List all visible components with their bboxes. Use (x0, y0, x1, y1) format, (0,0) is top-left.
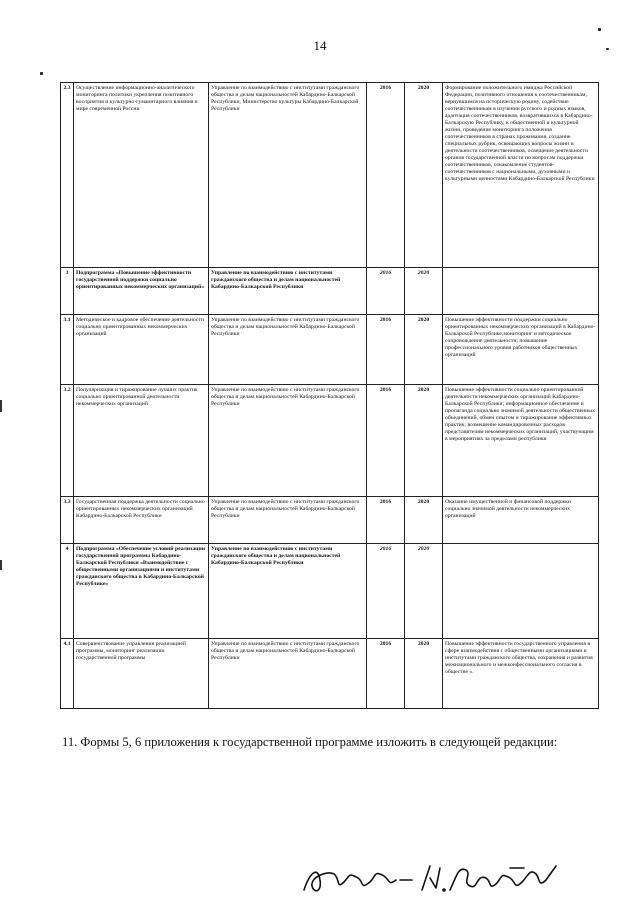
handwritten-signature (300, 860, 560, 900)
expected-result: Повышение эффективности социально ориентированной деятельности некоммерческих организаций Кабардино-Балкарской Республики; информационное обеспечение и пропаганда социально значимой деятельности общественных объединений, обмен опытом и тиражирование эффективных практик; возмещение командировочных расходов представителям некоммерческих организаций, участвующим в мероприятиях за пределами республики (443, 385, 599, 497)
scan-speck (40, 72, 43, 75)
table-row (61, 315, 599, 385)
executor: Управление по взаимодействию с институтами гражданского общества и делам национальностей Кабардино-Балкарской Республики (209, 385, 367, 497)
end-year: 2020 (405, 268, 443, 315)
scan-edge-mark (0, 400, 2, 412)
scan-speck (598, 28, 601, 31)
start-year: 2016 (367, 315, 405, 385)
end-year: 2020 (405, 639, 443, 709)
start-year: 2016 (367, 544, 405, 639)
row-number: 2.3 (61, 83, 74, 268)
executor: Управление по взаимодействию с институтами гражданского общества и делам национальностей Кабардино-Балкарской Республики, Министерство культуры Кабардино-Балкарской Республики (209, 83, 367, 268)
start-year: 2016 (367, 639, 405, 709)
expected-result (443, 268, 599, 315)
expected-result: Формирование положительного имиджа Российской Федерации, позитивного отношения к соотечественникам, вернувшимся на историческую родину, содействие соотечественникам в изучении русского и родных языков, адаптация соотечественников, возвратившихся в Кабардино-Балкарскую Республику, к общественной и культурной жизни, проведение мониторинга положения соотечественников в странах проживания, создание специальных рубрик, освещающих вопросы жизни и деятельности соотечественников, освещение деятельности органов государственной власти по вопросам поддержки соотечественников, ознакомление студентов-соотечественников с национальными, духовными и культурными ценностями Кабардино-Балкарской Республики (443, 83, 599, 268)
start-year: 2016 (367, 268, 405, 315)
row-number: 3.2 (61, 385, 74, 497)
end-year: 2020 (405, 83, 443, 268)
table-row (61, 385, 599, 497)
end-year: 2020 (405, 385, 443, 497)
activity-name: Государственная поддержка деятельности социально ориентированных некоммерческих организаций Кабардино-Балкарской Республики (74, 497, 209, 544)
executor: Управление по взаимодействию с институтами гражданского общества и делам национальностей Кабардино-Балкарской Республики (209, 639, 367, 709)
scan-edge-mark (0, 560, 2, 570)
row-number: 4.1 (61, 639, 74, 709)
table-row (61, 497, 599, 544)
expected-result (443, 544, 599, 639)
end-year: 2020 (405, 544, 443, 639)
expected-result: Оказание имущественной и финансовой поддержки социально значимой деятельности некоммерческих организаций (443, 497, 599, 544)
activity-name: Методическое и кадровое обеспечение деятельности социально ориентированных некоммерческих организаций (74, 315, 209, 385)
expected-result: Повышение эффективности государственного управления в сфере взаимодействия с общественными организациями и институтами гражданского общества, сохранения и развития межнационального и межконфессионального согласия в обществе ». (443, 639, 599, 709)
activity-name: Совершенствование управления реализацией программы, мониторинг реализации государственной программы (74, 639, 209, 709)
end-year: 2020 (405, 497, 443, 544)
row-number: 3.1 (61, 315, 74, 385)
amendment-paragraph: 11. Формы 5, 6 приложения к государственной программе изложить в следующей редакции: (62, 735, 558, 749)
table-row (61, 83, 599, 268)
executor: Управление по взаимодействию с институтами гражданского общества и делам национальностей Кабардино-Балкарской Республики (209, 497, 367, 544)
program-activities-table (60, 82, 599, 709)
activity-name: Популяризация и тиражирование лучших практик социально ориентированной деятельности некоммерческих организаций (74, 385, 209, 497)
activity-name: Подпрограмма «Повышение эффективности государственной поддержки социально ориентированных некоммерческих организаций» (74, 268, 209, 315)
start-year: 2016 (367, 385, 405, 497)
end-year: 2020 (405, 315, 443, 385)
activity-name: Подпрограмма «Обеспечение условий реализации государственной программы Кабардино-Балкарской Республики «Взаимодействие с общественными организациями и институтами гражданского общества в Кабардино-Балкарской Республике» (74, 544, 209, 639)
row-number: 4 (61, 544, 74, 639)
table-row (61, 268, 599, 315)
row-number: 3 (61, 268, 74, 315)
executor: Управление по взаимодействию с институтами гражданского общества и делам национальностей Кабардино-Балкарской Республики (209, 268, 367, 315)
page-number: 14 (313, 38, 327, 53)
row-number: 3.3 (61, 497, 74, 544)
table-row (61, 544, 599, 639)
table-row (61, 639, 599, 709)
executor: Управление по взаимодействию с институтами гражданского общества и делам национальностей Кабардино-Балкарской Республики (209, 544, 367, 639)
expected-result: Повышение эффективности поддержки социально ориентированных некоммерческих организаций в Кабардино-Балкарской Республике,мониторинг и методическое сопровождение деятельности; повышение профессионального уровня работников общественных организаций (443, 315, 599, 385)
start-year: 2016 (367, 497, 405, 544)
start-year: 2016 (367, 83, 405, 268)
scan-speck (606, 48, 609, 50)
executor: Управление по взаимодействию с институтами гражданского общества и делам национальностей Кабардино-Балкарской Республики (209, 315, 367, 385)
activity-name: Осуществление информационно-аналитического мониторинга политики укрепления позитивного восприятия и культурно-гуманитарного влияния в мире современной России (74, 83, 209, 268)
